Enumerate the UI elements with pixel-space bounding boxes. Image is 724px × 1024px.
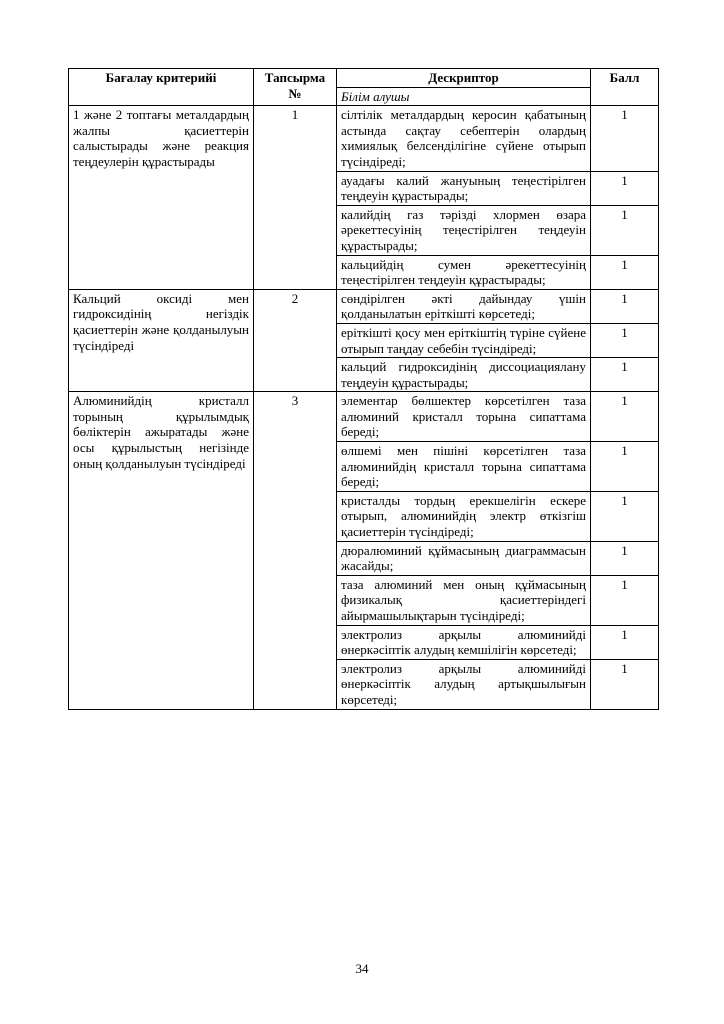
descriptor-cell: таза алюминий мен оның құймасының физикалық қасиеттеріндегі айырмашылықтарын түсіндіреді; [337,575,591,625]
task-number-cell: 2 [254,289,337,392]
score-cell: 1 [591,289,659,323]
header-criteria: Бағалау критерийі [69,69,254,106]
table-body [69,106,659,709]
score-cell: 1 [591,358,659,392]
descriptor-cell: калийдің газ тәрізді хлормен өзара әрекеттесуінің теңестірілген теңдеуін құрастырады; [337,205,591,255]
table-row [69,392,659,442]
descriptor-cell: сөндірілген әкті дайындау үшін қолданылатын еріткішті көрсетеді; [337,289,591,323]
criterion-cell: Кальций оксиді мен гидроксидінің негіздік қасиеттерін және қолданылуын түсіндіреді [69,289,254,392]
task-number-cell: 3 [254,392,337,709]
score-cell: 1 [591,255,659,289]
subheader-student: Білім алушы [337,87,591,106]
score-cell: 1 [591,323,659,357]
score-cell: 1 [591,205,659,255]
table-row [69,106,659,171]
descriptor-cell: өлшемі мен пішіні көрсетілген таза алюминийдің кристалл торына сипаттама береді; [337,442,591,492]
task-number-cell: 1 [254,106,337,290]
table-row [69,289,659,323]
descriptor-cell: сілтілік металдардың керосин қабатының астында сақтау себептерін олардың химиялық белсенділігіне сүйене отырып түсіндіреді; [337,106,591,171]
score-cell: 1 [591,541,659,575]
criterion-cell: 1 және 2 топтағы металдардың жалпы қасиеттерін салыстырады және реакция теңдеулерін құрастырады [69,106,254,290]
header-descriptor: Дескриптор [337,69,591,88]
descriptor-cell: элементар бөлшектер көрсетілген таза алюминий кристалл торына сипаттама береді; [337,392,591,442]
score-cell: 1 [591,442,659,492]
descriptor-cell: кальцийдің сумен әрекеттесуінің теңестірілген теңдеуін құрастырады; [337,255,591,289]
score-cell: 1 [591,659,659,709]
score-cell: 1 [591,491,659,541]
table-header-row [69,69,659,88]
score-cell: 1 [591,625,659,659]
score-cell: 1 [591,171,659,205]
score-cell: 1 [591,106,659,171]
descriptor-cell: кальций гидроксидінің диссоциациялану теңдеуін құрастырады; [337,358,591,392]
descriptor-cell: ауадағы калий жануының теңестірілген теңдеуін құрастырады; [337,171,591,205]
assessment-table [68,68,659,710]
descriptor-cell: еріткішті қосу мен еріткіштің түріне сүйене отырып таңдау себебін түсіндіреді; [337,323,591,357]
criterion-cell: Алюминийдің кристалл торының құрылымдық бөліктерін ажыратады және осы құрылыстың негізінде оның қолданылуын түсіндіреді [69,392,254,709]
score-cell: 1 [591,392,659,442]
score-cell: 1 [591,575,659,625]
header-score: Балл [591,69,659,106]
descriptor-cell: кристалды тордың ерекшелігін ескере отырып, алюминийдің электр өткізгіш қасиеттерін түсіндіреді; [337,491,591,541]
descriptor-cell: электролиз арқылы алюминийді өнеркәсіптік алудың кемшілігін көрсетеді; [337,625,591,659]
descriptor-cell: дюралюминий құймасының диаграммасын жасайды; [337,541,591,575]
page-number: 34 [355,961,369,976]
descriptor-cell: электролиз арқылы алюминийді өнеркәсіптік алудың артықшылығын көрсетеді; [337,659,591,709]
header-task: Тапсырма № [254,69,337,106]
